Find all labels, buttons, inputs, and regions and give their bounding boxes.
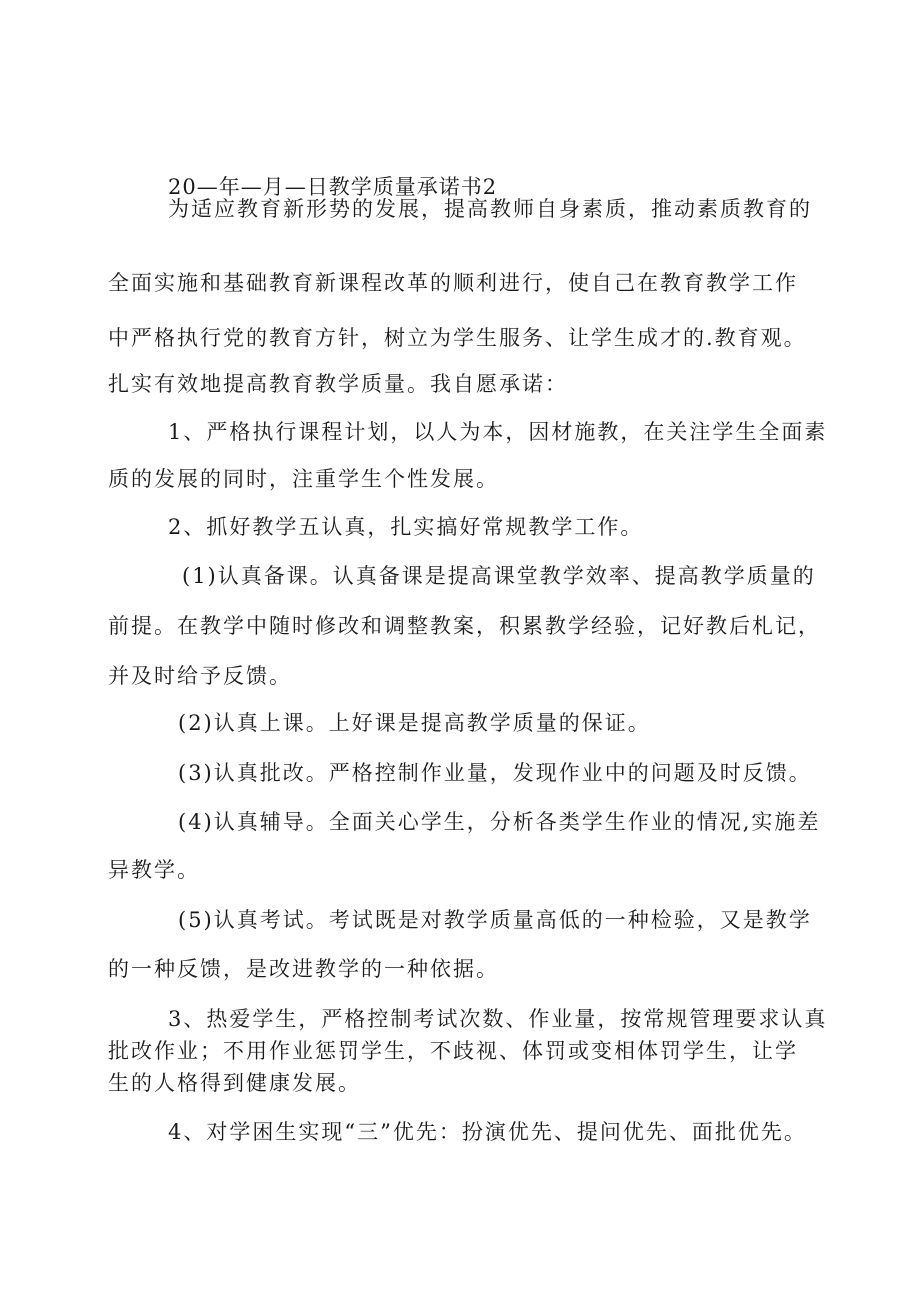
item-4: 4、对学困生实现“三”优先：扮演优先、提问优先、面批优先。 — [168, 1120, 807, 1144]
sub-1-line-1: (1)认真备课。认真备课是提高课堂教学效率、提高教学质量的 — [182, 564, 816, 588]
sub-1-line-2: 前提。在教学中随时修改和调整教案，积累教学经验，记好教后札记， — [108, 614, 821, 638]
intro-line-2: 全面实施和基础教育新课程改革的顺利进行，使自己在教育教学工作 — [108, 271, 798, 295]
item-3-line-2: 批改作业；不用作业惩罚学生，不歧视、体罚或变相体罚学生，让学 — [108, 1039, 798, 1063]
sub-4-line-2: 异教学。 — [108, 858, 200, 882]
item-1-line-1: 1、严格执行课程计划，以人为本，因材施教，在关注学生全面素 — [168, 420, 828, 444]
sub-3: (3)认真批改。严格控制作业量，发现作业中的问题及时反馈。 — [178, 761, 812, 785]
item-2: 2、抓好教学五认真，扎实搞好常规教学工作。 — [168, 515, 644, 539]
item-3-line-3: 生的人格得到健康发展。 — [108, 1071, 361, 1095]
intro-line-3: 中严格执行党的教育方针，树立为学生服务、让学生成才的.教育观。 — [108, 326, 807, 350]
intro-line-1: 为适应教育新形势的发展，提高教师自身素质，推动素质教育的 — [168, 197, 812, 221]
sub-2: (2)认真上课。上好课是提高教学质量的保证。 — [178, 711, 651, 735]
sub-1-line-3: 并及时给予反馈。 — [108, 664, 292, 688]
item-3-line-1: 3、热爱学生，严格控制考试次数、作业量，按常规管理要求认真 — [168, 1007, 828, 1031]
intro-line-4: 扎实有效地提高教育教学质量。我自愿承诺： — [108, 372, 568, 396]
sub-5-line-2: 的一种反馈，是改进教学的一种依据。 — [108, 957, 499, 981]
sub-4-line-1: (4)认真辅导。全面关心学生，分析各类学生作业的情况,实施差 — [178, 810, 821, 834]
document-title: 20—年—月—日教学质量承诺书2 — [168, 175, 498, 199]
sub-5-line-1: (5)认真考试。考试既是对教学质量高低的一种检验，又是教学 — [178, 908, 812, 932]
item-1-line-2: 质的发展的同时，注重学生个性发展。 — [108, 467, 499, 491]
